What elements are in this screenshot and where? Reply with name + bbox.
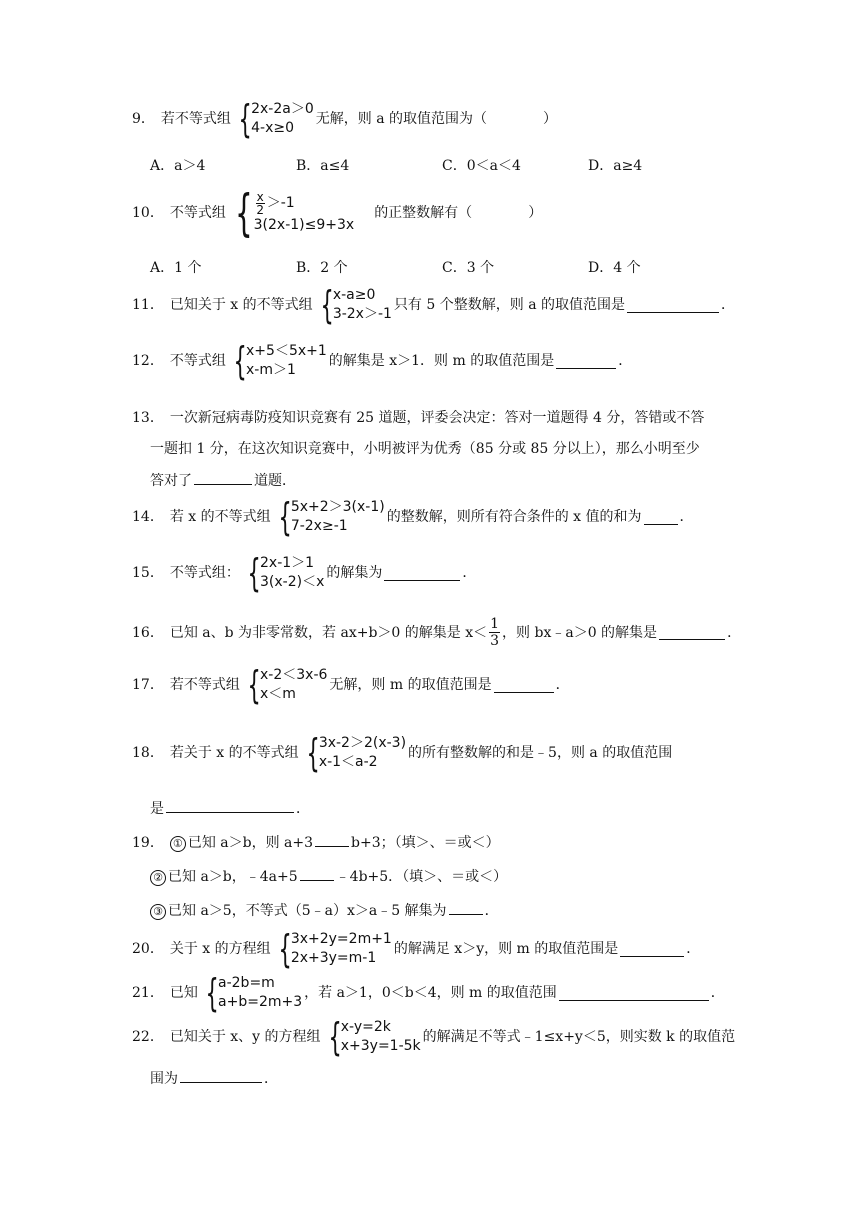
question-17: 17． 若不等式组 { x-2＜3x-6 x＜m 无解，则 m 的取值范围是 ． (132, 663, 570, 707)
circled-number: ③ (150, 904, 166, 920)
system-row: 3(2x-1)≤9+3x (253, 217, 355, 233)
system-row: 3(x-2)＜x (260, 574, 325, 590)
question-9 (132, 97, 557, 141)
inequality-system (228, 339, 327, 383)
question-text: ） (543, 111, 557, 127)
system-row: a-2b=m (218, 975, 275, 991)
question-text: 若不等式组 (160, 111, 231, 127)
question-13-line-3: 答对了 道题． (150, 470, 296, 491)
question-number: 12． (132, 353, 164, 369)
system-row: 7-2x≥-1 (290, 518, 348, 534)
system-row: x-2＜3x-6 (260, 667, 328, 683)
question-21: 21． 已知 { a-2b=m a+b=2m+3 ，若 a＞1，0＜b＜4，则 m 的取值范围 ． (132, 971, 725, 1015)
system-row: 2x-1＞1 (260, 555, 315, 571)
answer-blank[interactable] (300, 866, 334, 881)
system-row: x-a≥0 (332, 287, 376, 303)
question-number: 14． (132, 509, 164, 525)
answer-blank[interactable] (556, 354, 616, 369)
brace-icon: { (247, 551, 261, 595)
question-22 (132, 1015, 736, 1059)
circled-number: ① (170, 836, 186, 852)
system-row: x＜m (260, 686, 296, 702)
system-row: 2x+3y=m-1 (290, 950, 377, 966)
question-text: 已知关于 x、y 的方程组 (169, 1029, 321, 1045)
question-text: 是 (150, 801, 164, 817)
fraction: $\frac{x}{2}$ (256, 190, 265, 217)
system-row: ＞-1 (266, 195, 295, 211)
question-13 (132, 408, 704, 428)
inequality-system (228, 184, 355, 242)
circled-number: ② (150, 870, 166, 886)
question-19-part-3: ③ 已知 a＞5，不等式（5﹣a）x＞a﹣5 解集为 ． (150, 900, 499, 921)
question-13-line-2 (150, 439, 700, 459)
question-18-line-2: 是 ． (150, 798, 310, 819)
question-text: 若不等式组 (169, 677, 240, 693)
system-row: x-1＜a-2 (318, 754, 378, 770)
question-text: 围为 (150, 1071, 178, 1087)
system-row: 4-x≥0 (251, 120, 294, 136)
options-10 (150, 258, 734, 278)
question-10 (132, 184, 543, 242)
answer-blank[interactable] (449, 900, 483, 915)
question-text: ﹣4b+5．（填＞、＝或＜） (335, 869, 508, 885)
option-b: B．2 个 (296, 260, 348, 276)
question-text: ，则 bx﹣a＞0 的解集是 (502, 624, 658, 641)
brace-icon: { (327, 1015, 342, 1059)
question-number: 17． (132, 677, 164, 693)
answer-blank[interactable] (559, 986, 709, 1001)
answer-blank[interactable] (384, 566, 460, 581)
brace-icon: { (306, 731, 320, 775)
system-row: 5x+2＞3(x-1) (290, 499, 385, 515)
question-number: 22． (132, 1029, 164, 1045)
system-row: 3-2x＞-1 (332, 306, 392, 322)
answer-blank[interactable] (644, 510, 678, 525)
question-text: 一题扣 1 分，在这次知识竞赛中，小明被评为优秀（85 分或 85 分以上），那么小明至少 (150, 441, 700, 457)
option-b: B．a≤4 (296, 158, 350, 174)
question-number: 11． (132, 297, 164, 313)
question-text: 的正整数解有（ (374, 205, 473, 221)
brace-icon: { (247, 663, 261, 707)
question-text: 的解集为 (326, 565, 383, 581)
question-text: 已知关于 x 的不等式组 (169, 297, 313, 313)
option-d: D．a≥4 (588, 158, 643, 174)
fraction: $\frac{1}{3}$ (490, 616, 500, 649)
system-row: 3x-2＞2(x-3) (318, 735, 407, 751)
question-22-line-2: 围为 ． (150, 1068, 278, 1089)
question-19 (132, 832, 500, 853)
question-text: 无解，则 m 的取值范围是 (329, 677, 492, 693)
question-number: 21． (132, 985, 164, 1001)
question-text: 一次新冠病毒防疫知识竞赛有 25 道题，评委会决定：答对一道题得 4 分，答错或不答 (169, 410, 705, 426)
question-text: 关于 x 的方程组 (169, 941, 271, 957)
answer-blank[interactable] (627, 298, 719, 313)
system-row: 3x+2y=2m+1 (290, 931, 392, 947)
option-c: C．0＜a＜4 (442, 158, 521, 174)
question-text: 不等式组 (169, 353, 226, 369)
system-row: a+b=2m+3 (218, 994, 303, 1010)
question-text: 已知 a＞b，则 a+3 (187, 835, 314, 851)
option-a: A．a＞4 (150, 158, 206, 174)
question-number: 16． (132, 624, 164, 641)
question-text: 只有 5 个整数解，则 a 的取值范围是 (393, 297, 625, 313)
question-text: 已知 (169, 985, 198, 1001)
question-text: 答对了 (150, 473, 192, 489)
brace-icon: { (234, 184, 253, 242)
question-number: 15． (132, 565, 164, 581)
question-11: 11． 已知关于 x 的不等式组 { x-a≥0 3-2x＞-1 只有 5 个整数解，则 a 的取值范围是 ． (132, 283, 735, 327)
system-row: x-y=2k (340, 1019, 391, 1035)
question-text: 已知 a＞b，﹣4a+5 (168, 869, 298, 885)
question-number: 9． (132, 111, 155, 127)
question-15: 15． 不等式组： { 2x-1＞1 3(x-2)＜x 的解集为 ． (132, 551, 477, 595)
question-20: 20． 关于 x 的方程组 { 3x+2y=2m+1 2x+3y=m-1 的解满足 x＞y，则 m 的取值范围是 ． (132, 927, 701, 971)
question-text: ，若 a＞1，0＜b＜4，则 m 的取值范围 (304, 985, 557, 1001)
system-row: 2x-2a＞0 (251, 101, 314, 117)
option-c: C．3 个 (442, 260, 495, 276)
inequality-system (233, 97, 314, 141)
question-text: b+3；（填＞、＝或＜） (351, 835, 500, 851)
brace-icon: { (278, 495, 292, 539)
brace-icon: { (205, 971, 219, 1015)
answer-blank[interactable] (494, 678, 554, 693)
question-text: 若 x 的不等式组 (169, 509, 271, 525)
inequality-system (242, 551, 325, 595)
question-14: 14． 若 x 的不等式组 { 5x+2＞3(x-1) 7-2x≥-1 的整数解，则所有符合条件的 x 值的和为 ． (132, 495, 694, 539)
answer-blank[interactable] (315, 832, 349, 847)
question-text: 已知 a＞5，不等式（5﹣a）x＞a﹣5 解集为 (168, 903, 447, 919)
equation-system (323, 1015, 421, 1059)
question-number: 13． (132, 410, 164, 426)
inequality-system (315, 283, 392, 327)
answer-blank[interactable] (166, 798, 294, 813)
question-number: 10． (132, 205, 164, 221)
answer-blank[interactable] (659, 625, 725, 640)
question-text: ） (528, 205, 543, 221)
options-9 (150, 156, 734, 176)
brace-icon: { (320, 283, 334, 327)
question-text: 已知 a、b 为非零常数，若 ax+b＞0 的解集是 x＜ (169, 624, 488, 641)
inequality-system (273, 495, 385, 539)
answer-blank[interactable] (194, 470, 252, 485)
system-row: x-m＞1 (246, 362, 296, 378)
question-number: 18． (132, 745, 164, 761)
question-number: 20． (132, 941, 164, 957)
system-row: x+5＜5x+1 (246, 343, 327, 359)
question-text: 的所有整数解的和是﹣5，则 a 的取值范围 (408, 745, 673, 761)
option-d: D．4 个 (588, 260, 641, 276)
question-text: 的解集是 x＞1．则 m 的取值范围是 (328, 353, 555, 369)
question-text: 不等式组 (169, 205, 226, 221)
equation-system (200, 971, 303, 1015)
question-18 (132, 731, 673, 775)
question-text: 的解满足 x＞y，则 m 的取值范围是 (393, 941, 619, 957)
inequality-system (242, 663, 328, 707)
question-16: 16． 已知 a、b 为非零常数，若 ax+b＞0 的解集是 x＜ $\frac{1}{3}$ ，则 bx﹣a＞0 的解集是 ． (132, 616, 742, 649)
system-row: x+3y=1-5k (340, 1038, 421, 1054)
question-text: 不等式组： (169, 565, 240, 581)
brace-icon: { (233, 339, 247, 383)
question-number: 19． (132, 835, 164, 851)
question-text: 若关于 x 的不等式组 (169, 745, 299, 761)
brace-icon: { (278, 927, 292, 971)
inequality-system (301, 731, 407, 775)
question-text: 无解，则 a 的取值范围为（ (315, 111, 487, 127)
question-19-part-2 (150, 866, 507, 887)
question-12: 12． 不等式组 { x+5＜5x+1 x-m＞1 的解集是 x＞1．则 m 的取值范围是 ． (132, 339, 633, 383)
answer-blank[interactable] (180, 1068, 262, 1083)
option-a: A．1 个 (150, 260, 202, 276)
equation-system (273, 927, 392, 971)
brace-icon: { (238, 97, 252, 141)
question-text: 的整数解，则所有符合条件的 x 值的和为 (386, 509, 642, 525)
question-text: 的解满足不等式﹣1≤x+y＜5，则实数 k 的取值范 (422, 1029, 736, 1045)
answer-blank[interactable] (620, 942, 684, 957)
